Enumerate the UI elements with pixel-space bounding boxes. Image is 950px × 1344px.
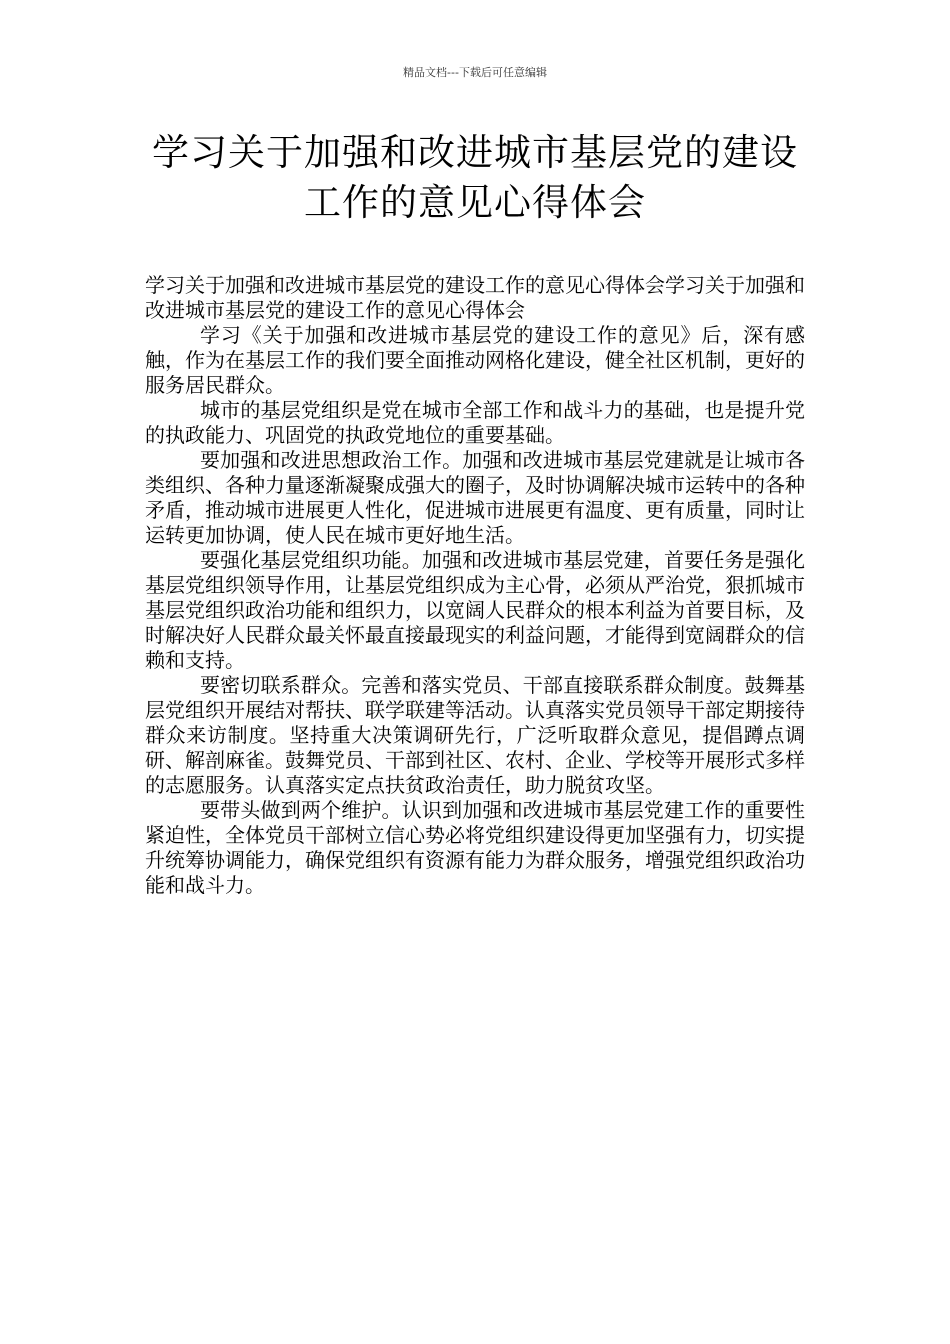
paragraph: 学习《关于加强和改进城市基层党的建设工作的意见》后，深有感触，作为在基层工作的我们要全面推动网格化建设，健全社区机制，更好的服务居民群众。	[145, 323, 805, 397]
paragraph-intro: 学习关于加强和改进城市基层党的建设工作的意见心得体会学习关于加强和改进城市基层党的建设工作的意见心得体会	[145, 273, 805, 322]
title-line-2: 工作的意见心得体会	[304, 181, 646, 224]
paragraph: 城市的基层党组织是党在城市全部工作和战斗力的基础，也是提升党的执政能力、巩固党的执政党地位的重要基础。	[145, 398, 805, 447]
paragraph: 要密切联系群众。完善和落实党员、干部直接联系群众制度。鼓舞基层党组织开展结对帮扶、联学联建等活动。认真落实党员领导干部定期接待群众来访制度。坚持重大决策调研先行，广泛听取群众意见，提倡蹲点调研、解剖麻雀。鼓舞党员、干部到社区、农村、企业、学校等开展形式多样的志愿服务。认真落实定点扶贫政治责任，助力脱贫攻坚。	[145, 673, 805, 797]
document-title	[130, 128, 820, 228]
page-header-note: 精品文档---下载后可任意编辑	[403, 66, 547, 79]
paragraph: 要带头做到两个维护。认识到加强和改进城市基层党建工作的重要性紧迫性，全体党员干部树立信心势必将党组织建设得更加坚强有力，切实提升统筹协调能力，确保党组织有资源有能力为群众服务，增强党组织政治功能和战斗力。	[145, 798, 805, 897]
paragraph: 要强化基层党组织功能。加强和改进城市基层党建，首要任务是强化基层党组织领导作用，让基层党组织成为主心骨，必须从严治党，狠抓城市基层党组织政治功能和组织力，以宽阔人民群众的根本利益为首要目标，及时解决好人民群众最关怀最直接最现实的利益问题，才能得到宽阔群众的信赖和支持。	[145, 548, 805, 672]
title-line-1: 学习关于加强和改进城市基层党的建设	[152, 131, 798, 174]
document-body	[145, 273, 805, 898]
paragraph: 要加强和改进思想政治工作。加强和改进城市基层党建就是让城市各类组织、各种力量逐渐凝聚成强大的圈子，及时协调解决城市运转中的各种矛盾，推动城市进展更人性化，促进城市进展更有温度、更有质量，同时让运转更加协调，使人民在城市更好地生活。	[145, 448, 805, 547]
